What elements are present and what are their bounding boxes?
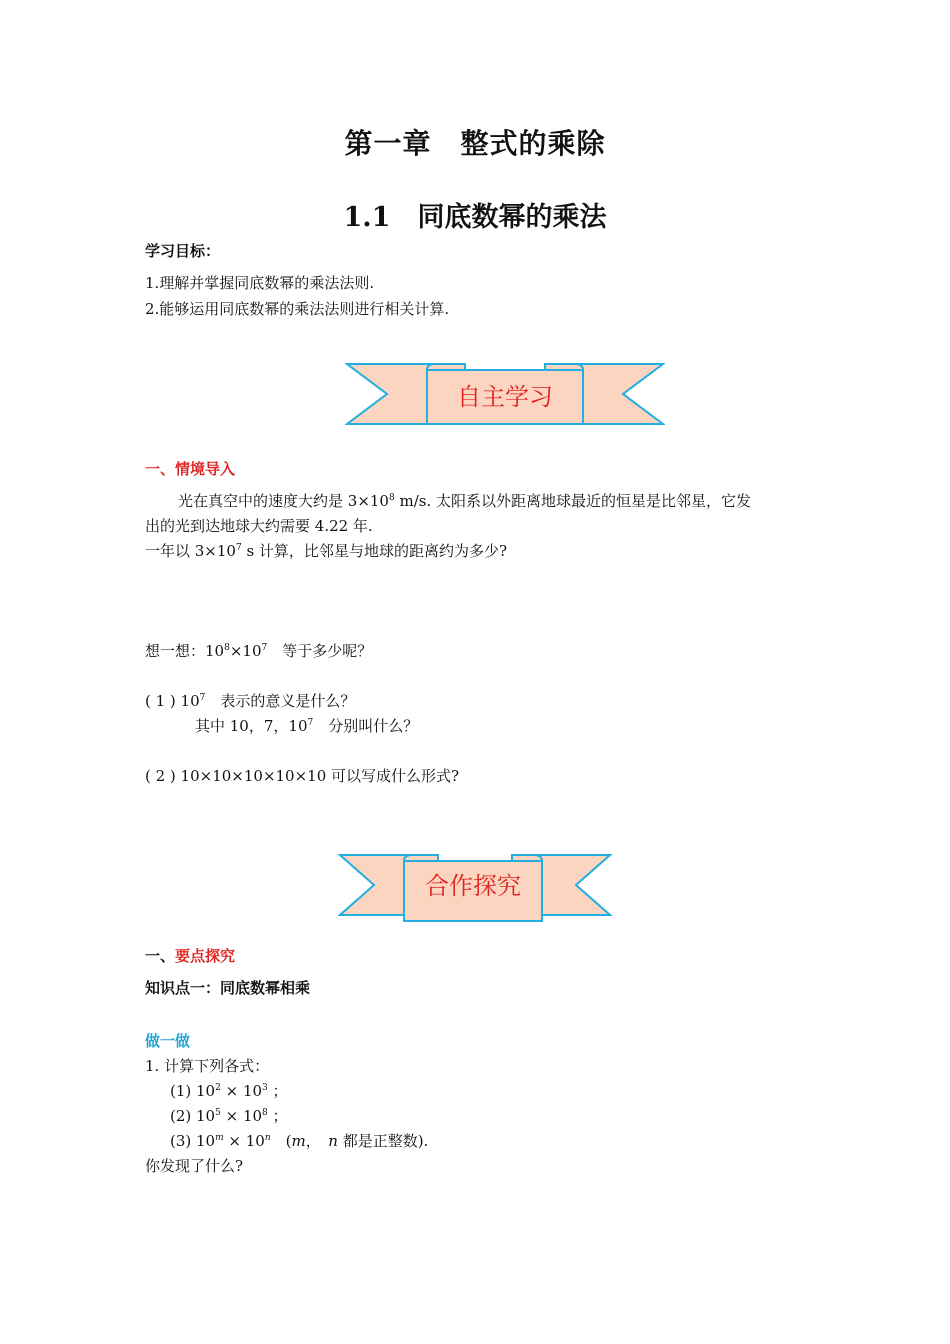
banner-label: 自主学习 <box>457 383 553 411</box>
situation-line2: 出的光到达地球大约需要 4.22 年. <box>145 517 373 535</box>
think-question: 想一想：$10^8\times 10^7$ 等于多少呢？ <box>145 642 373 660</box>
objective-item: 1.理解并掌握同底数幂的乘法法则. <box>145 274 375 292</box>
situation-line1: 光在真空中的速度大约是 $3\times 10^8$ m/s. 太阳系以外距离地球最近的恒星是比邻星，它发 <box>178 492 751 510</box>
task-item-1: (1) $10^2 \times 10^3$ ； <box>170 1082 288 1100</box>
question-2: ( 2 ) 10×10×10×10×10 可以写成什么形式? <box>145 767 460 785</box>
chapter-title: 第一章 整式的乘除 <box>344 127 606 160</box>
task-item-3: (3) $10^m \times 10^n$ (m， n 都是正整数). <box>170 1132 429 1150</box>
question-1b: 其中 10，7，$10^7$ 分别叫什么？ <box>195 717 419 735</box>
discover-question: 你发现了什么? <box>145 1157 244 1175</box>
banner-self-study <box>345 362 665 428</box>
knowledge-point: 知识点一：同底数幂相乘 <box>145 979 311 997</box>
situation-line3: 一年以 $3\times 10^7$ s 计算，比邻星与地球的距离约为多少? <box>145 542 507 560</box>
banner-label: 合作探究 <box>425 872 521 900</box>
task-prompt: 1. 计算下列各式： <box>145 1057 270 1075</box>
section-title: 1.1 同底数幂的乘法 <box>343 202 607 233</box>
do-it-heading: 做一做 <box>145 1032 191 1050</box>
task-item-2: (2) $10^5 \times 10^8$ ； <box>170 1107 288 1125</box>
objectives-heading: 学习目标： <box>145 242 221 260</box>
banner-cooperative-inquiry <box>338 853 612 923</box>
explore-heading: 一、要点探究 <box>145 947 236 965</box>
situation-heading: 一、情境导入 <box>145 460 236 478</box>
question-1: ( 1 ) $10^7$ 表示的意义是什么？ <box>145 692 356 710</box>
objective-item: 2.能够运用同底数幂的乘法法则进行相关计算. <box>145 300 450 318</box>
